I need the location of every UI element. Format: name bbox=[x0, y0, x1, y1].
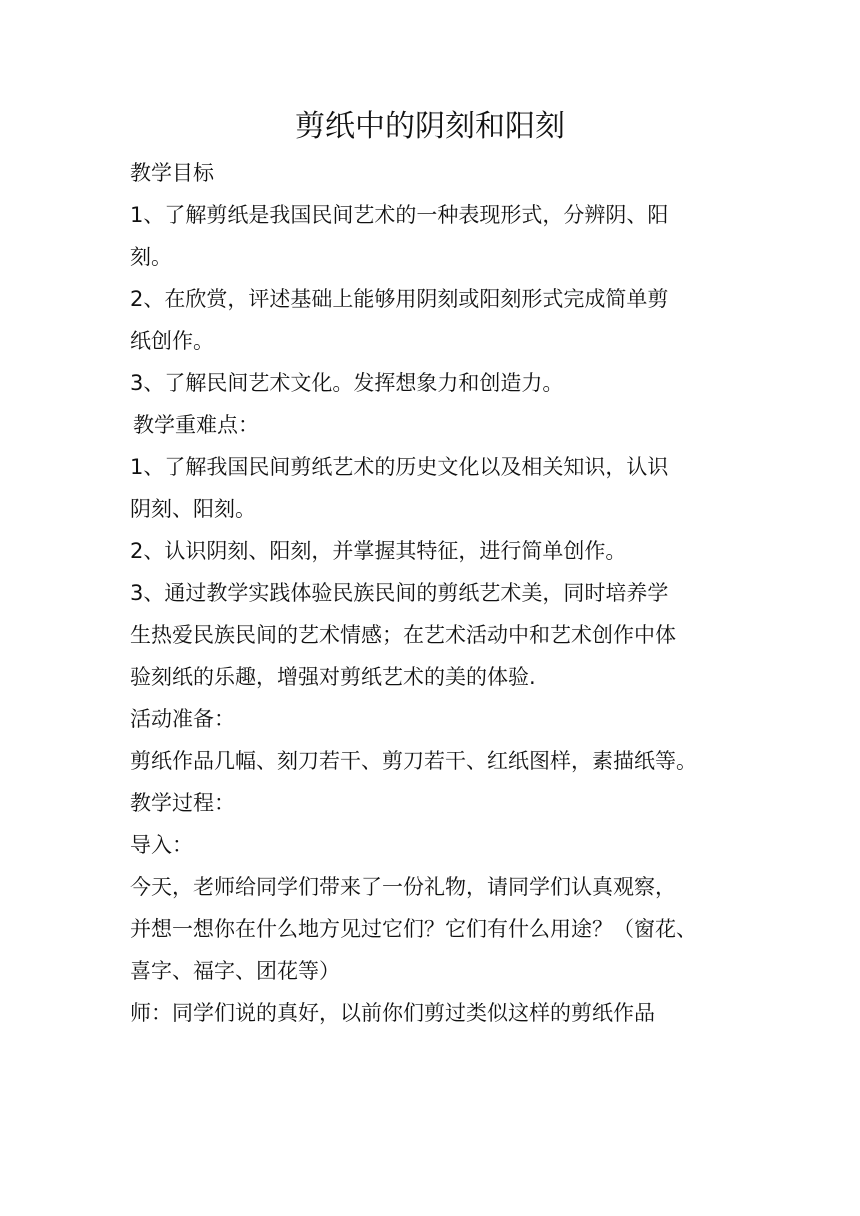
text-line: 师：同学们说的真好，以前你们剪过类似这样的剪纸作品 bbox=[130, 1001, 655, 1025]
text-line: 验刻纸的乐趣，增强对剪纸艺术的美的体验. bbox=[130, 665, 536, 689]
text-line: 生热爱民族民间的艺术情感；在艺术活动中和艺术创作中体 bbox=[130, 623, 676, 647]
text-line: 喜字、福字、团花等） bbox=[130, 959, 340, 983]
section-heading-intro: 导入： bbox=[130, 833, 193, 857]
text-line: 2、在欣赏，评述基础上能够用阴刻或阳刻形式完成简单剪 bbox=[130, 287, 669, 311]
text-line: 并想一想你在什么地方见过它们？它们有什么用途？（窗花、 bbox=[130, 917, 697, 941]
text-line: 2、认识阴刻、阳刻，并掌握其特征，进行简单创作。 bbox=[130, 539, 627, 563]
document-title: 剪纸中的阴刻和阳刻 bbox=[295, 109, 565, 144]
text-line: 3、了解民间艺术文化。发挥想象力和创造力。 bbox=[130, 371, 564, 395]
section-heading-key-points: 教学重难点： bbox=[133, 413, 259, 437]
text-line: 刻。 bbox=[130, 245, 172, 269]
text-line: 3、通过教学实践体验民族民间的剪纸艺术美，同时培养学 bbox=[130, 581, 669, 605]
text-line: 1、了解我国民间剪纸艺术的历史文化以及相关知识，认识 bbox=[130, 455, 669, 479]
section-heading-preparation: 活动准备： bbox=[130, 707, 235, 731]
text-line: 阴刻、阳刻。 bbox=[130, 497, 256, 521]
text-line: 今天，老师给同学们带来了一份礼物，请同学们认真观察， bbox=[130, 875, 676, 899]
section-heading-process: 教学过程： bbox=[130, 791, 235, 815]
document-body bbox=[130, 152, 750, 1034]
text-line: 1、了解剪纸是我国民间艺术的一种表现形式，分辨阴、阳 bbox=[130, 203, 669, 227]
text-line: 纸创作。 bbox=[130, 329, 214, 353]
text-line: 剪纸作品几幅、刻刀若干、剪刀若干、红纸图样，素描纸等。 bbox=[130, 749, 697, 773]
section-heading-goals: 教学目标 bbox=[130, 161, 214, 185]
